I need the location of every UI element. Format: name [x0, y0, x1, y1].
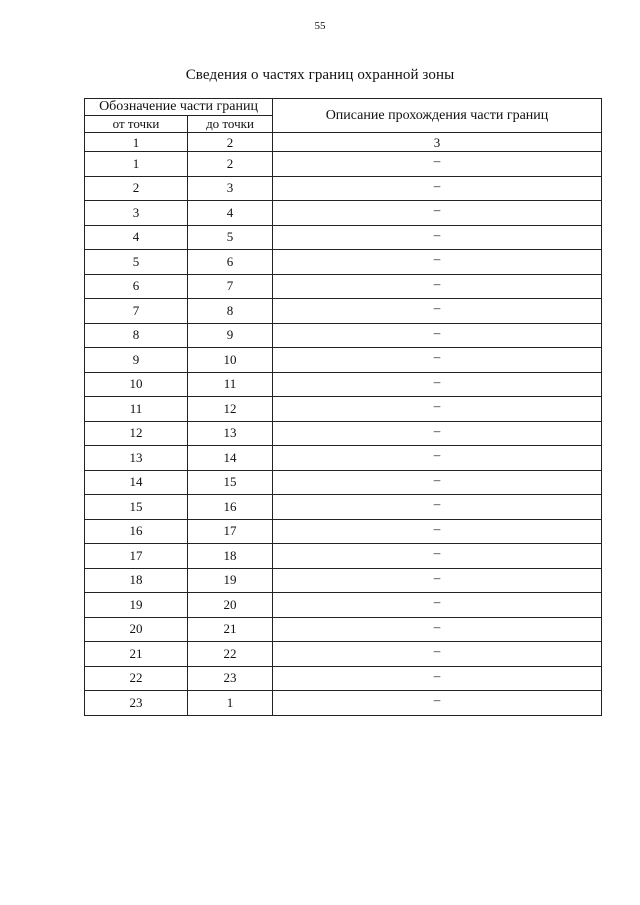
from-point-cell: 6 [85, 274, 188, 299]
description-cell: – [273, 470, 602, 495]
description-cell: – [273, 495, 602, 520]
header-from-point: от точки [85, 116, 188, 133]
table-row [85, 593, 602, 618]
to-point-cell: 10 [188, 348, 273, 373]
table-row [85, 250, 602, 275]
description-cell: – [273, 544, 602, 569]
page-number: 55 [314, 20, 326, 32]
table-row [85, 176, 602, 201]
table-row [85, 544, 602, 569]
description-cell: – [273, 617, 602, 642]
description-cell: – [273, 593, 602, 618]
from-point-cell: 10 [85, 372, 188, 397]
from-point-cell: 8 [85, 323, 188, 348]
to-point-cell: 14 [188, 446, 273, 471]
description-cell: – [273, 225, 602, 250]
description-cell: – [273, 152, 602, 177]
to-point-cell: 17 [188, 519, 273, 544]
description-cell: – [273, 323, 602, 348]
table-row [85, 470, 602, 495]
column-number-1: 1 [85, 133, 188, 152]
table-row [85, 617, 602, 642]
to-point-cell: 13 [188, 421, 273, 446]
from-point-cell: 3 [85, 201, 188, 226]
description-cell: – [273, 568, 602, 593]
column-number-2: 2 [188, 133, 273, 152]
to-point-cell: 23 [188, 666, 273, 691]
to-point-cell: 4 [188, 201, 273, 226]
from-point-cell: 16 [85, 519, 188, 544]
table-row [85, 274, 602, 299]
boundary-parts-table [84, 98, 602, 716]
description-cell: – [273, 348, 602, 373]
to-point-cell: 8 [188, 299, 273, 324]
to-point-cell: 3 [188, 176, 273, 201]
to-point-cell: 16 [188, 495, 273, 520]
to-point-cell: 2 [188, 152, 273, 177]
description-cell: – [273, 250, 602, 275]
from-point-cell: 12 [85, 421, 188, 446]
header-boundary-part-designation: Обозначение части границ [85, 99, 273, 116]
to-point-cell: 20 [188, 593, 273, 618]
from-point-cell: 4 [85, 225, 188, 250]
from-point-cell: 19 [85, 593, 188, 618]
table-header-row [85, 99, 602, 116]
to-point-cell: 18 [188, 544, 273, 569]
to-point-cell: 22 [188, 642, 273, 667]
from-point-cell: 21 [85, 642, 188, 667]
header-to-point: до точки [188, 116, 273, 133]
table-row [85, 397, 602, 422]
from-point-cell: 22 [85, 666, 188, 691]
to-point-cell: 6 [188, 250, 273, 275]
description-cell: – [273, 642, 602, 667]
description-cell: – [273, 397, 602, 422]
table-body [85, 152, 602, 716]
from-point-cell: 2 [85, 176, 188, 201]
table-row [85, 495, 602, 520]
description-cell: – [273, 176, 602, 201]
table-row [85, 421, 602, 446]
column-number-row [85, 133, 602, 152]
description-cell: – [273, 519, 602, 544]
table-row [85, 299, 602, 324]
table-row [85, 225, 602, 250]
description-cell: – [273, 446, 602, 471]
to-point-cell: 15 [188, 470, 273, 495]
to-point-cell: 9 [188, 323, 273, 348]
description-cell: – [273, 666, 602, 691]
table-row [85, 642, 602, 667]
description-cell: – [273, 201, 602, 226]
from-point-cell: 13 [85, 446, 188, 471]
to-point-cell: 12 [188, 397, 273, 422]
description-cell: – [273, 691, 602, 716]
from-point-cell: 15 [85, 495, 188, 520]
description-cell: – [273, 421, 602, 446]
table-row [85, 691, 602, 716]
table-row [85, 201, 602, 226]
header-description: Описание прохождения части границ [273, 99, 602, 133]
table-row [85, 152, 602, 177]
column-number-3: 3 [273, 133, 602, 152]
description-cell: – [273, 274, 602, 299]
from-point-cell: 5 [85, 250, 188, 275]
from-point-cell: 17 [85, 544, 188, 569]
to-point-cell: 11 [188, 372, 273, 397]
from-point-cell: 23 [85, 691, 188, 716]
description-cell: – [273, 299, 602, 324]
table-row [85, 446, 602, 471]
from-point-cell: 14 [85, 470, 188, 495]
from-point-cell: 7 [85, 299, 188, 324]
table-row [85, 568, 602, 593]
from-point-cell: 1 [85, 152, 188, 177]
to-point-cell: 21 [188, 617, 273, 642]
from-point-cell: 20 [85, 617, 188, 642]
to-point-cell: 19 [188, 568, 273, 593]
to-point-cell: 1 [188, 691, 273, 716]
from-point-cell: 11 [85, 397, 188, 422]
from-point-cell: 18 [85, 568, 188, 593]
table-row [85, 372, 602, 397]
table-row [85, 666, 602, 691]
to-point-cell: 5 [188, 225, 273, 250]
table-row [85, 323, 602, 348]
document-title: Сведения о частях границ охранной зоны [185, 67, 455, 83]
to-point-cell: 7 [188, 274, 273, 299]
table-row [85, 348, 602, 373]
from-point-cell: 9 [85, 348, 188, 373]
description-cell: – [273, 372, 602, 397]
table-row [85, 519, 602, 544]
